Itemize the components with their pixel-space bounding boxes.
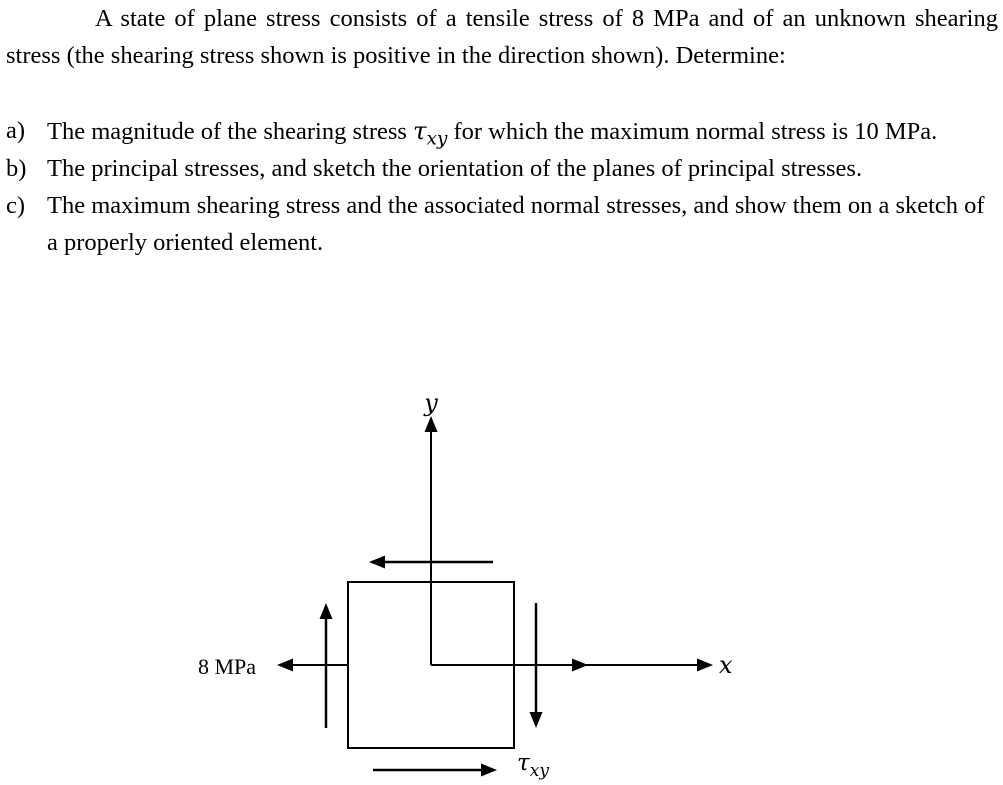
problem-intro: A state of plane stress consists of a tensile stress of 8 MPa and of an unknown shearing stress (the shearing stress shown is positive in the direction shown). Determine:	[6, 5, 998, 69]
part-a-marker: a)	[6, 117, 26, 144]
part-b-text: The principal stresses, and sketch the orientation of the planes of principal stresses.	[47, 155, 863, 182]
bottom-shear-arrowhead	[481, 764, 497, 777]
shear-label-subscript: xy	[529, 761, 549, 781]
shear-label-tau: τ	[517, 750, 530, 776]
part-c-text: The maximum shearing stress and the associated normal stresses, and show them on a sketch of a properly oriented element.	[47, 192, 985, 256]
part-c-marker: c)	[6, 192, 26, 219]
x-axis-arrowhead	[697, 659, 713, 672]
right-normal-stress-arrowhead	[572, 659, 588, 672]
y-axis-arrowhead	[425, 416, 438, 432]
tau-subscript: xy	[426, 128, 448, 150]
right-shear-arrowhead	[530, 712, 543, 728]
tau-symbol: τ	[413, 116, 427, 145]
x-axis-label: x	[719, 651, 733, 679]
top-shear-arrowhead	[369, 556, 385, 569]
left-normal-stress-arrowhead	[277, 659, 293, 672]
part-a-text-before: The magnitude of the shearing stress	[47, 118, 414, 145]
shear-stress-label	[517, 750, 549, 781]
part-b-marker: b)	[6, 155, 27, 182]
part-a-text-after: for which the maximum normal stress is 10 MPa.	[447, 118, 938, 145]
y-axis-label: y	[424, 389, 438, 417]
left-shear-arrowhead	[320, 603, 333, 619]
normal-stress-label: 8 MPa	[198, 654, 257, 679]
